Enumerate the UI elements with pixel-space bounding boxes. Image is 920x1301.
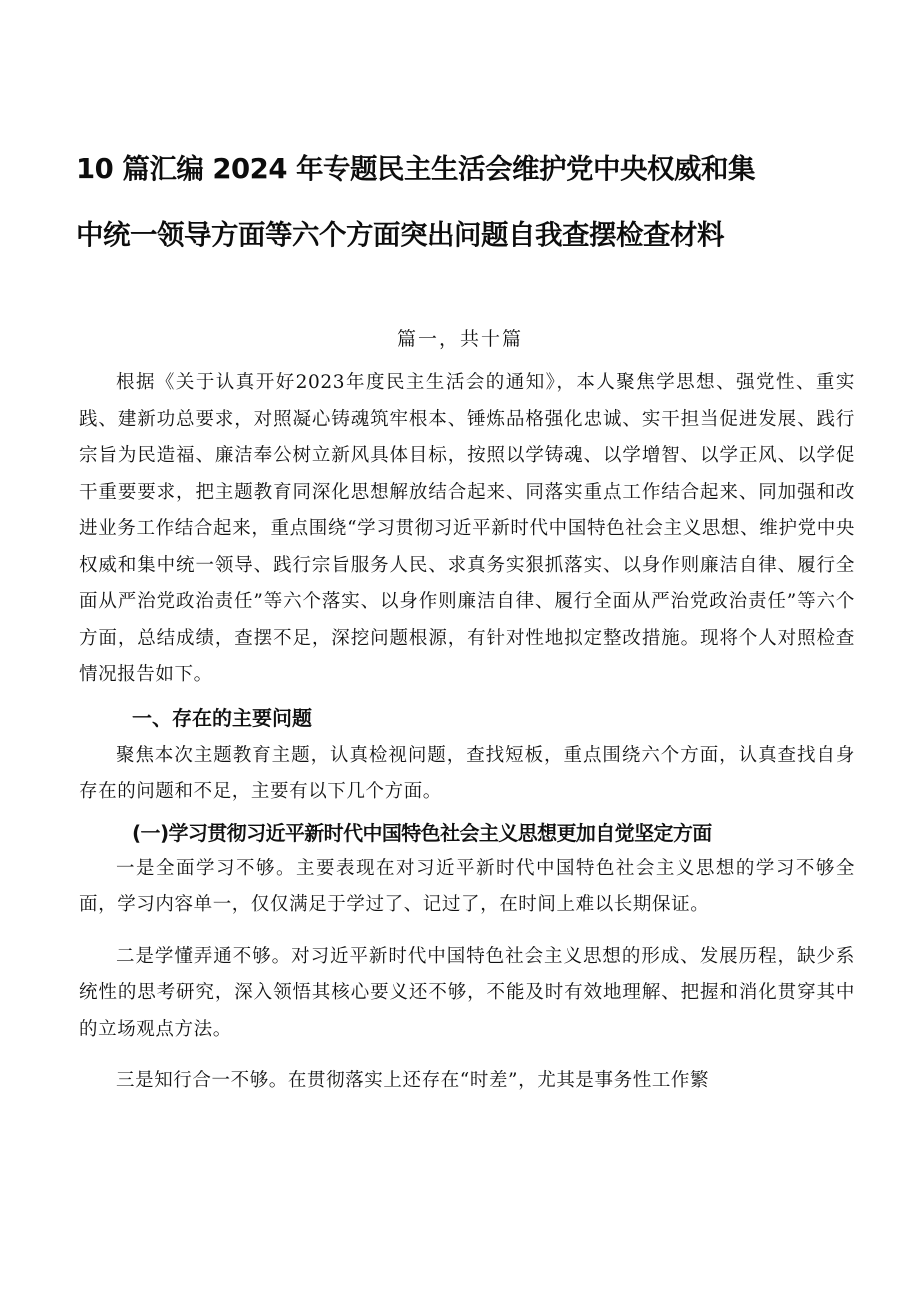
section-intro-paragraph: 聚焦本次主题教育主题，认真检视问题，查找短板，重点围绕六个方面，认真查找自身存在的问题和不足，主要有以下几个方面。 bbox=[79, 744, 855, 802]
document-body bbox=[79, 365, 855, 1100]
title-line-1: 10 篇汇编 2024 年专题民主生活会维护党中央权威和集 bbox=[76, 153, 756, 185]
document-subtitle: 篇一，共十篇 bbox=[396, 328, 523, 350]
point-paragraph-3: 三是知行合一不够。在贯彻落实上还存在“时差”，尤其是事务性工作繁 bbox=[116, 1070, 710, 1091]
point-paragraph-2: 二是学懂弄通不够。对习近平新时代中国特色社会主义思想的形成、发展历程，缺少系统性的思考研究，深入领悟其核心要义还不够，不能及时有效地理解、把握和消化贯穿其中的立场观点方法。 bbox=[79, 945, 855, 1040]
section-heading-1: 一、存在的主要问题 bbox=[132, 705, 312, 730]
point-paragraph-1: 一是全面学习不够。主要表现在对习近平新时代中国特色社会主义思想的学习不够全面，学习内容单一，仅仅满足于学过了、记过了，在时间上难以长期保证。 bbox=[79, 857, 855, 915]
subsection-heading-1: (一)学习贯彻习近平新时代中国特色社会主义思想更加自觉坚定方面 bbox=[132, 820, 712, 845]
document-title bbox=[76, 136, 846, 268]
title-line-2: 中统一领导方面等六个方面突出问题自我查摆检查材料 bbox=[76, 219, 724, 251]
intro-paragraph: 根据《关于认真开好2023年度民主生活会的通知》，本人聚焦学思想、强党性、重实践、建新功总要求，对照凝心铸魂筑牢根本、锤炼品格强化忠诚、实干担当促进发展、践行宗旨为民造福、廉洁奉公树立新风具体目标，按照以学铸魂、以学增智、以学正风、以学促干重要要求，把主题教育同深化思想解放结合起来、同落实重点工作结合起来、同加强和改进业务工作结合起来，重点围绕“学习贯彻习近平新时代中国特色社会主义思想、维护党中央权威和集中统一领导、践行宗旨服务人民、求真务实狠抓落实、以身作则廉洁自律、履行全面从严治党政治责任”等六个落实、以身作则廉洁自律、履行全面从严治党政治责任”等六个方面，总结成绩，查摆不足，深挖问题根源，有针对性地拟定整改措施。现将个人对照检查情况报告如下。 bbox=[79, 372, 855, 685]
